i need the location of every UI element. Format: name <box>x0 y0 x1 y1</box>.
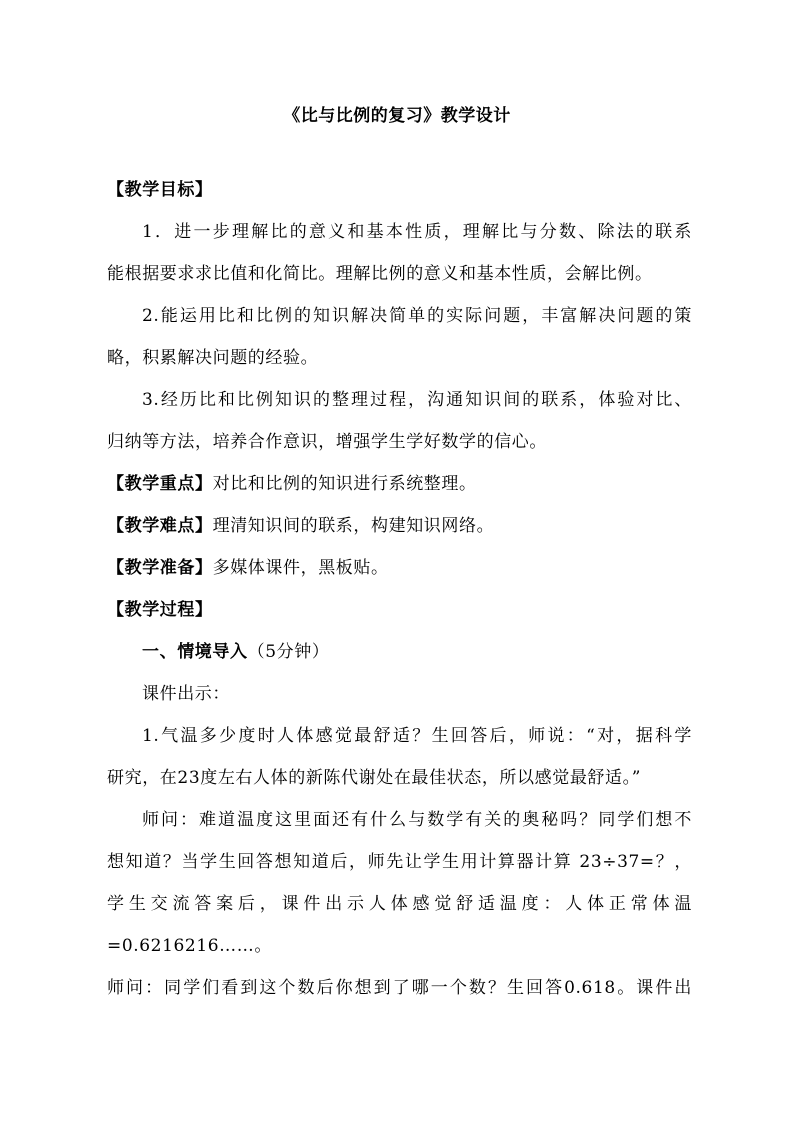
question-2-line-3: 学生交流答案后，课件出示人体感觉舒适温度：人体正常体温 <box>107 894 692 914</box>
question-1-line-1: 1.气温多少度时人体感觉最舒适？生回答后，师说：“对，据科学 <box>142 726 692 746</box>
preparation-paragraph <box>107 555 692 581</box>
objectives-heading: 【教学目标】 <box>107 180 213 200</box>
key-point-paragraph <box>107 471 692 497</box>
question-2-line-2: 想知道？当学生回答想知道后，师先让学生用计算器计算 23÷37=？， <box>107 852 692 872</box>
objective-1-line-1: 1．进一步理解比的意义和基本性质，理解比与分数、除法的联系 <box>142 222 692 242</box>
section-1-time: （5分钟） <box>247 642 330 662</box>
preparation-heading: 【教学准备】 <box>107 558 213 578</box>
question-2-line-1: 师问：难道温度这里面还有什么与数学有关的奥秘吗？同学们想不 <box>142 810 692 830</box>
courseware-show: 课件出示： <box>142 684 230 704</box>
preparation-text: 多媒体课件，黑板贴。 <box>212 558 389 578</box>
objective-2-line-2: 略，积累解决问题的经验。 <box>107 348 319 368</box>
objective-2-line-1: 2.能运用比和比例的知识解决简单的实际问题，丰富解决问题的策 <box>142 306 692 326</box>
section-1-heading: 一、情境导入 <box>142 642 248 662</box>
difficulty-text: 理清知识间的联系，构建知识网络。 <box>212 516 495 536</box>
document-title: 《比与比例的复习》教学设计 <box>283 106 511 126</box>
difficulty-heading: 【教学难点】 <box>107 516 213 536</box>
question-3-line-1: 师问：同学们看到这个数后你想到了哪一个数？生回答0.618。课件出 <box>107 978 692 998</box>
question-2-line-4: =0.6216216……。 <box>107 936 272 956</box>
objective-3-line-1: 3.经历比和比例知识的整理过程，沟通知识间的联系，体验对比、 <box>142 390 692 410</box>
key-point-heading: 【教学重点】 <box>107 474 213 494</box>
process-heading: 【教学过程】 <box>107 600 213 620</box>
objective-3-line-2: 归纳等方法，培养合作意识，增强学生学好数学的信心。 <box>107 432 547 452</box>
section-1-heading-line <box>142 639 692 665</box>
difficulty-paragraph <box>107 513 692 539</box>
key-point-text: 对比和比例的知识进行系统整理。 <box>212 474 477 494</box>
question-1-line-2: 研究，在23度左右人体的新陈代谢处在最佳状态，所以感觉最舒适。” <box>107 768 642 788</box>
objective-1-line-2: 能根据要求求比值和化简比。理解比例的意义和基本性质，会解比例。 <box>107 264 653 284</box>
